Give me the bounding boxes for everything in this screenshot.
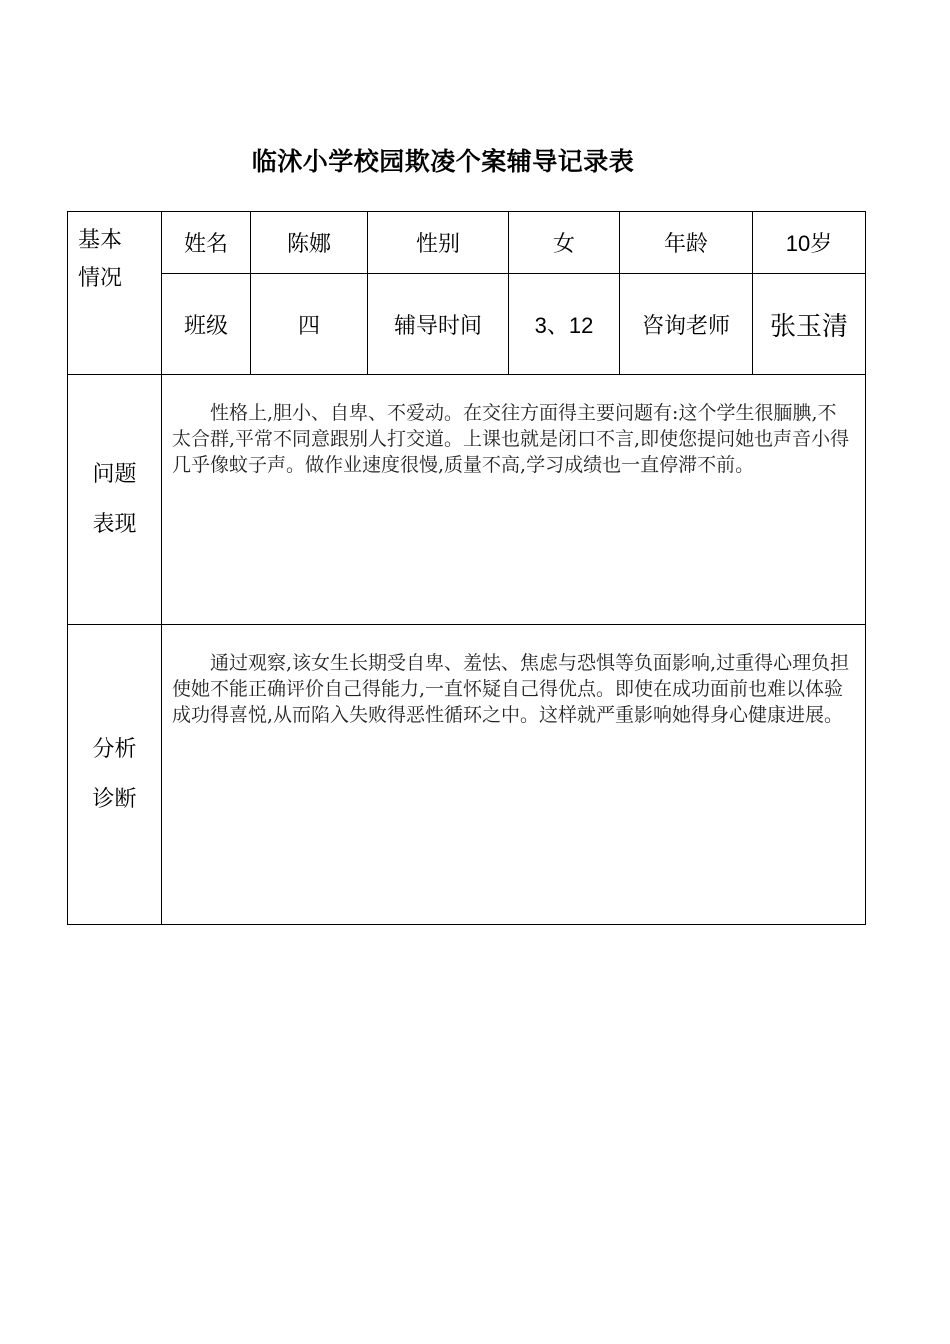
age-value: 10岁	[753, 212, 866, 274]
gender-value: 女	[509, 212, 620, 274]
counselor-value: 张玉清	[753, 274, 866, 375]
analysis-label-line2: 诊断	[92, 786, 137, 812]
analysis-label-line1: 分析	[92, 736, 137, 762]
counselor-label: 咨询老师	[620, 274, 753, 375]
analysis-label	[68, 625, 162, 925]
problem-label-line2: 表现	[92, 511, 137, 537]
page-title: 临沭小学校园欺凌个案辅导记录表	[251, 147, 635, 176]
gender-label: 性别	[368, 212, 509, 274]
class-value: 四	[251, 274, 368, 375]
counseling-record-table	[67, 211, 866, 925]
analysis-row	[68, 625, 866, 925]
counsel-time-value: 3、12	[509, 274, 620, 375]
basic-info-label	[68, 212, 162, 375]
basic-info-label-line1: 基本	[78, 228, 123, 253]
analysis-description: 通过观察,该女生长期受自卑、羞怯、焦虑与恐惧等负面影响,过重得心理负担使她不能正确评价自己得能力,一直怀疑自己得优点。即使在成功面前也难以体验成功得喜悦,从而陷入失败得恶性循环之中。这样就严重影响她得身心健康进展。	[162, 625, 866, 925]
name-value: 陈娜	[251, 212, 368, 274]
class-label: 班级	[162, 274, 251, 375]
problem-description: 性格上,胆小、自卑、不爱动。在交往方面得主要问题有:这个学生很腼腆,不太合群,平常不同意跟别人打交道。上课也就是闭口不言,即使您提问她也声音小得几乎像蚊子声。做作业速度很慢,质量不高,学习成绩也一直停滞不前。	[162, 375, 866, 625]
age-label: 年龄	[620, 212, 753, 274]
problem-label-line1: 问题	[92, 461, 137, 487]
problem-label	[68, 375, 162, 625]
problem-row	[68, 375, 866, 625]
basic-info-row-1	[68, 212, 866, 274]
basic-info-row-2	[68, 274, 866, 375]
basic-info-label-line2: 情况	[78, 266, 123, 291]
name-label: 姓名	[162, 212, 251, 274]
counsel-time-label: 辅导时间	[368, 274, 509, 375]
